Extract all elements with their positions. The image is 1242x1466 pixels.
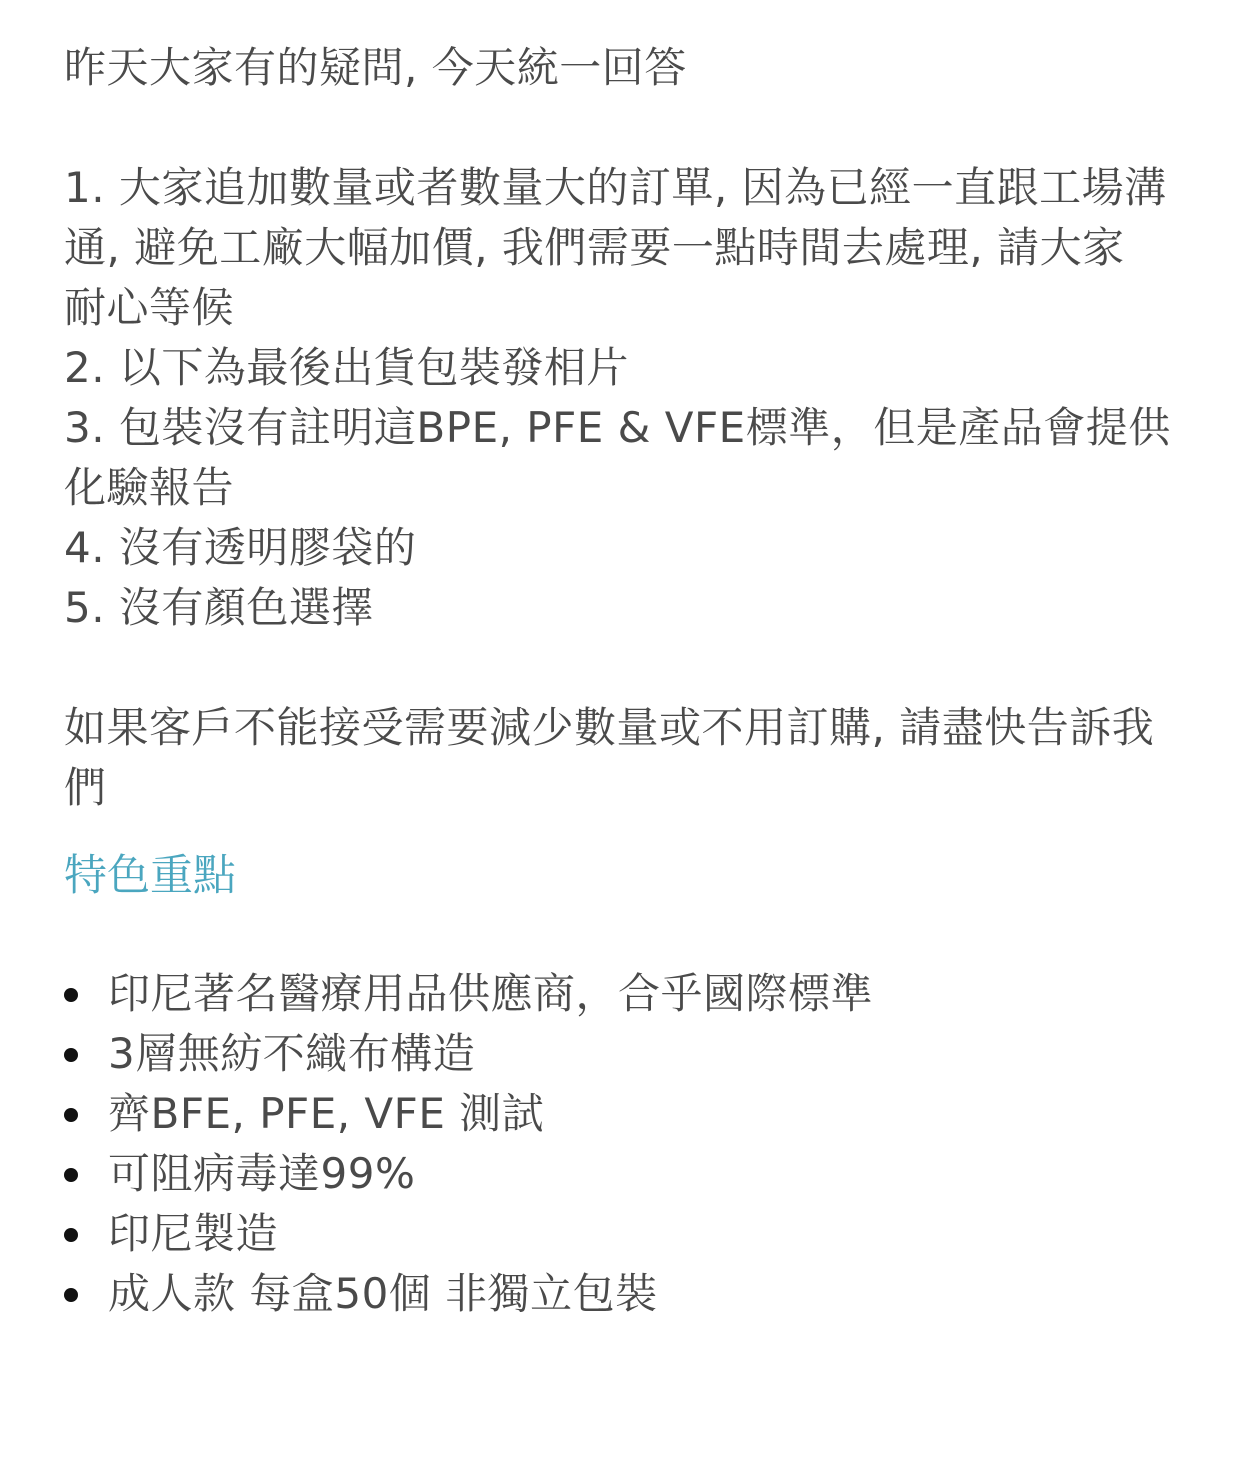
intro-text: 昨天大家有的疑問, 今天統一回答 [64,43,687,92]
answer-line: 通, 避免工廠大幅加價, 我們需要一點時間去處理, 請大家 [64,223,1125,272]
bullet-icon [64,1168,78,1182]
answers-list [64,158,1184,638]
bullet-icon [64,1228,78,1242]
answer-line: 耐心等候 [64,283,235,332]
answer-line: 化驗報告 [64,463,235,512]
feature-text: 可阻病毒達99% [108,1149,416,1198]
answer-line: 1. 大家追加數量或者數量大的訂單, 因為已經一直跟工場溝 [64,163,1167,212]
section-title: 特色重點 [64,851,236,901]
feature-text: 印尼著名醫療用品供應商，合乎國際標準 [108,969,874,1018]
bullet-icon [64,1048,78,1062]
feature-text: 印尼製造 [108,1209,279,1258]
bullet-icon [64,988,78,1002]
list-item [64,1084,1184,1144]
list-item [64,1024,1184,1084]
list-item [64,1264,1184,1324]
list-item [64,964,1184,1024]
notice-line: 們 [64,763,107,812]
list-item [64,1204,1184,1264]
bullet-icon [64,1108,78,1122]
feature-text: 成人款 每盒50個 非獨立包裝 [108,1269,658,1318]
post-body [64,38,1184,1340]
notice-text [64,698,1184,818]
spacer [64,638,1184,698]
feature-text: 3層無紡不織布構造 [108,1029,476,1078]
notice-line: 如果客戶不能接受需要減少數量或不用訂購, 請盡快告訴我 [64,703,1155,752]
features-list [64,964,1184,1324]
answer-line: 3. 包裝沒有註明這BPE, PFE & VFE標準，但是產品會提供 [64,403,1171,452]
answer-line: 5. 沒有顏色選擇 [64,583,374,632]
feature-text: 齊BFE, PFE, VFE 測試 [108,1089,545,1138]
answer-line: 4. 沒有透明膠袋的 [64,523,417,572]
spacer [64,98,1184,158]
answer-line: 2. 以下為最後出貨包裝發相片 [64,343,629,392]
bullet-icon [64,1288,78,1302]
list-item [64,1144,1184,1204]
